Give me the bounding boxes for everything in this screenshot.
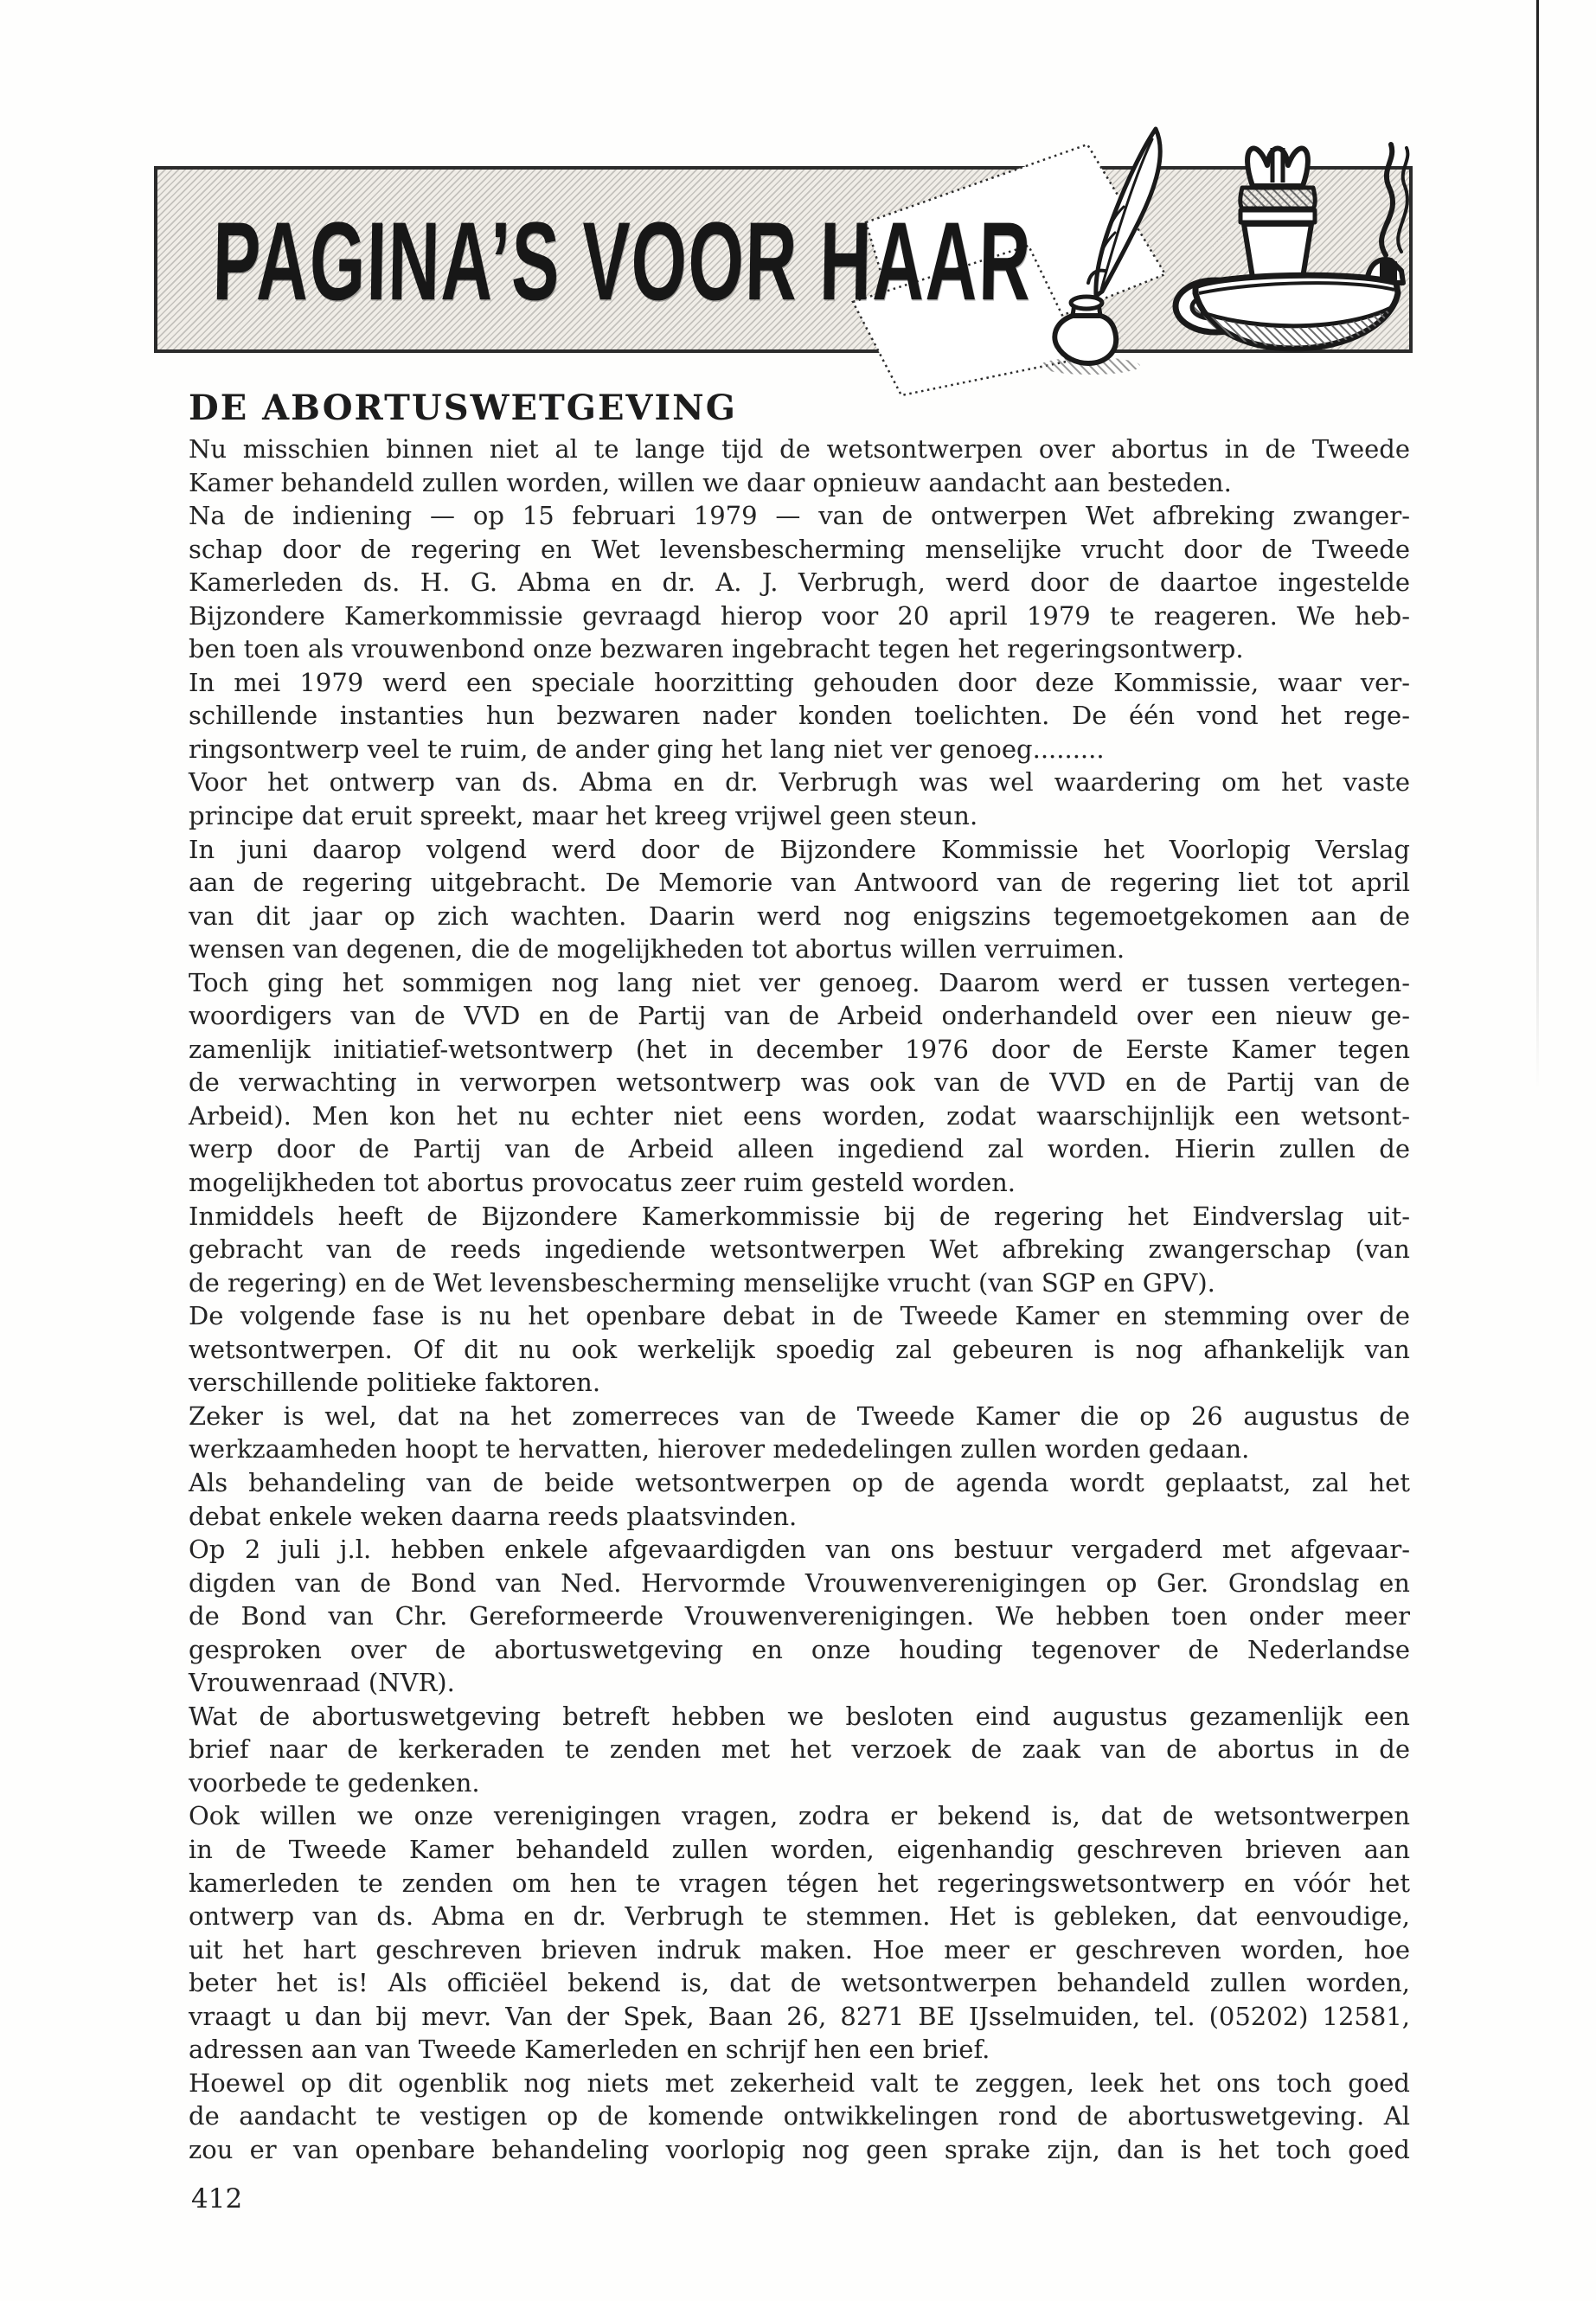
article-line: In juni daarop volgend werd door de Bijzondere Kommissie het Voorlopig Verslag (189, 834, 1410, 864)
article-line: zou er van openbare behandeling voorlopig nog geen sprake zijn, dan is het toch goed (189, 2134, 1410, 2164)
article-line: in de Tweede Kamer behandeld zullen worden, eigenhandig geschreven brieven aan (189, 1834, 1410, 1864)
article-line: vraagt u dan bij mevr. Van der Spek, Baan 26, 8271 BE IJsselmuiden, tel. (05202) 12581, (189, 2001, 1410, 2031)
smoke-icon (1381, 144, 1407, 255)
article-line: Bijzondere Kamerkommissie gevraagd hierop voor 20 april 1979 te reageren. We heb- (189, 600, 1410, 631)
article-line: Kamer behandeld zullen worden, willen we daar opnieuw aandacht aan besteden. (189, 467, 1232, 497)
article-line: werp door de Partij van de Arbeid alleen ingediend zal worden. Hierin zullen de (189, 1134, 1410, 1164)
article-line: Nu misschien binnen niet al te lange tijd de wetsontwerpen over abortus in de Tweede (189, 434, 1410, 464)
article-line: beter het is! Als officiëel bekend is, dat de wetsontwerpen behandeld zullen worden, (189, 1968, 1410, 1998)
article-line: Inmiddels heeft de Bijzondere Kamerkommissie bij de regering het Eindverslag uit- (189, 1201, 1410, 1231)
article-line: debat enkele weken daarna reeds plaatsvinden. (189, 1501, 798, 1531)
article-line: gebracht van de reeds ingediende wetsontwerpen Wet afbreking zwangerschap (van (189, 1234, 1410, 1265)
article-line: de aandacht te vestigen op de komende ontwikkelingen rond de abortuswetgeving. Al (189, 2101, 1410, 2131)
page-edge-scan-line (1536, 0, 1539, 1090)
article-line: de Bond van Chr. Gereformeerde Vrouwenverenigingen. We hebben toen onder meer (189, 1601, 1410, 1631)
article-line: van dit jaar op zich wachten. Daarin werd nog enigszins tegemoetgekomen aan de (189, 901, 1410, 931)
article-line: uit het hart geschreven brieven indruk maken. Hoe meer er geschreven worden, hoe (189, 1934, 1410, 1965)
article-line: aan de regering uitgebracht. De Memorie van Antwoord van de regering liet tot april (189, 868, 1410, 898)
article-line: Ook willen we onze verenigingen vragen, zodra er bekend is, dat de wetsontwerpen (189, 1801, 1410, 1831)
article-line: digden van de Bond van Ned. Hervormde Vrouwenverenigingen op Ger. Grondslag en (189, 1567, 1410, 1598)
article-line: Hoewel op dit ogenblik nog niets met zekerheid valt te zeggen, leek het ons toch goed (189, 2067, 1410, 2098)
article-line: de verwachting in verworpen wetsontwerp was ook van de VVD en de Partij van de (189, 1067, 1410, 1098)
article-line: voorbede te gedenken. (189, 1767, 480, 1798)
article-line: Arbeid). Men kon het nu echter niet eens worden, zodat waarschijnlijk een wetsont- (189, 1100, 1410, 1131)
article-line: Als behandeling van de beide wetsontwerpen op de agenda wordt geplaatst, zal het (189, 1467, 1410, 1497)
header-banner (154, 166, 1413, 353)
article-line: Wat de abortuswetgeving betreft hebben we besloten eind augustus gezamenlijk een (189, 1701, 1410, 1731)
article-body (189, 433, 1410, 2166)
article-line: ben toen als vrouwenbond onze bezwaren ingebracht tegen het regeringsontwerp. (189, 634, 1244, 664)
article-heading: DE ABORTUSWETGEVING (189, 388, 737, 428)
article-line: De volgende fase is nu het openbare debat in de Tweede Kamer en stemming over de (189, 1301, 1410, 1331)
page-number: 412 (191, 2183, 243, 2214)
article-line: de regering) en de Wet levensbescherming menselijke vrucht (van SGP en GPV). (189, 1267, 1215, 1298)
article-line: adressen aan van Tweede Kamerleden en schrijf hen een brief. (189, 2035, 990, 2065)
article-line: Zeker is wel, dat na het zomerreces van de Tweede Kamer die op 26 augustus de (189, 1400, 1410, 1431)
article-line: Voor het ontwerp van ds. Abma en dr. Verbrugh was wel waardering om het vaste (189, 767, 1410, 798)
article-line: gesproken over de abortuswetgeving en onze houding tegenover de Nederlandse (189, 1634, 1410, 1664)
article-line: Vrouwenraad (NVR). (189, 1668, 455, 1698)
article-line: woordigers van de VVD en de Partij van de Arbeid onderhandeld over een nieuw ge- (189, 1001, 1410, 1031)
article-line: wetsontwerpen. Of dit nu ook werkelijk spoedig zal gebeuren is nog afhankelijk van (189, 1334, 1410, 1364)
article-line: Na de indiening — op 15 februari 1979 — van de ontwerpen Wet afbreking zwanger- (189, 501, 1410, 531)
article-line: Op 2 juli j.l. hebben enkele afgevaardigden van ons bestuur vergaderd met afgevaar- (189, 1535, 1410, 1565)
oil-lamp-icon (1176, 260, 1403, 349)
banner-title: PAGINA’S VOOR HAAR (211, 199, 1034, 324)
article-line: brief naar de kerkeraden te zenden met het verzoek de zaak van de abortus in de (189, 1734, 1410, 1765)
article-line: ringsontwerp veel te ruim, de ander ging het lang niet ver genoeg......... (189, 734, 1105, 764)
article-line: kamerleden te zenden om hen te vragen tégen het regeringswetsontwerp en vóór het (189, 1868, 1410, 1898)
article-line: ontwerp van ds. Abma en dr. Verbrugh te stemmen. Het is gebleken, dat eenvoudige, (189, 1901, 1410, 1932)
article-line: In mei 1979 werd een speciale hoorzitting gehouden door deze Kommissie, waar ver- (189, 667, 1410, 697)
article-line: zamenlijk initiatief-wetsontwerp (het in december 1976 door de Eerste Kamer tegen (189, 1034, 1410, 1064)
article-line: Toch ging het sommigen nog lang niet ver genoeg. Daarom werd er tussen vertegen- (189, 967, 1410, 997)
article-line: wensen van degenen, die de mogelijkheden tot abortus willen verruimen. (189, 934, 1125, 965)
article-line: schap door de regering en Wet levensbescherming menselijke vrucht door de Tweede (189, 534, 1410, 564)
article-line: schillende instanties hun bezwaren nader konden toelichten. De één vond het rege- (189, 701, 1410, 731)
article-line: verschillende politieke faktoren. (189, 1368, 601, 1398)
article-line: mogelijkheden tot abortus provocatus zeer ruim gesteld worden. (189, 1168, 1016, 1198)
article-line: principe dat eruit spreekt, maar het kreeg vrijwel geen steun. (189, 801, 978, 831)
article-line: Kamerleden ds. H. G. Abma en dr. A. J. Verbrugh, werd door de daartoe ingestelde (189, 567, 1410, 598)
article-line: werkzaamheden hoopt te hervatten, hierover mededelingen zullen worden gedaan. (189, 1434, 1250, 1465)
